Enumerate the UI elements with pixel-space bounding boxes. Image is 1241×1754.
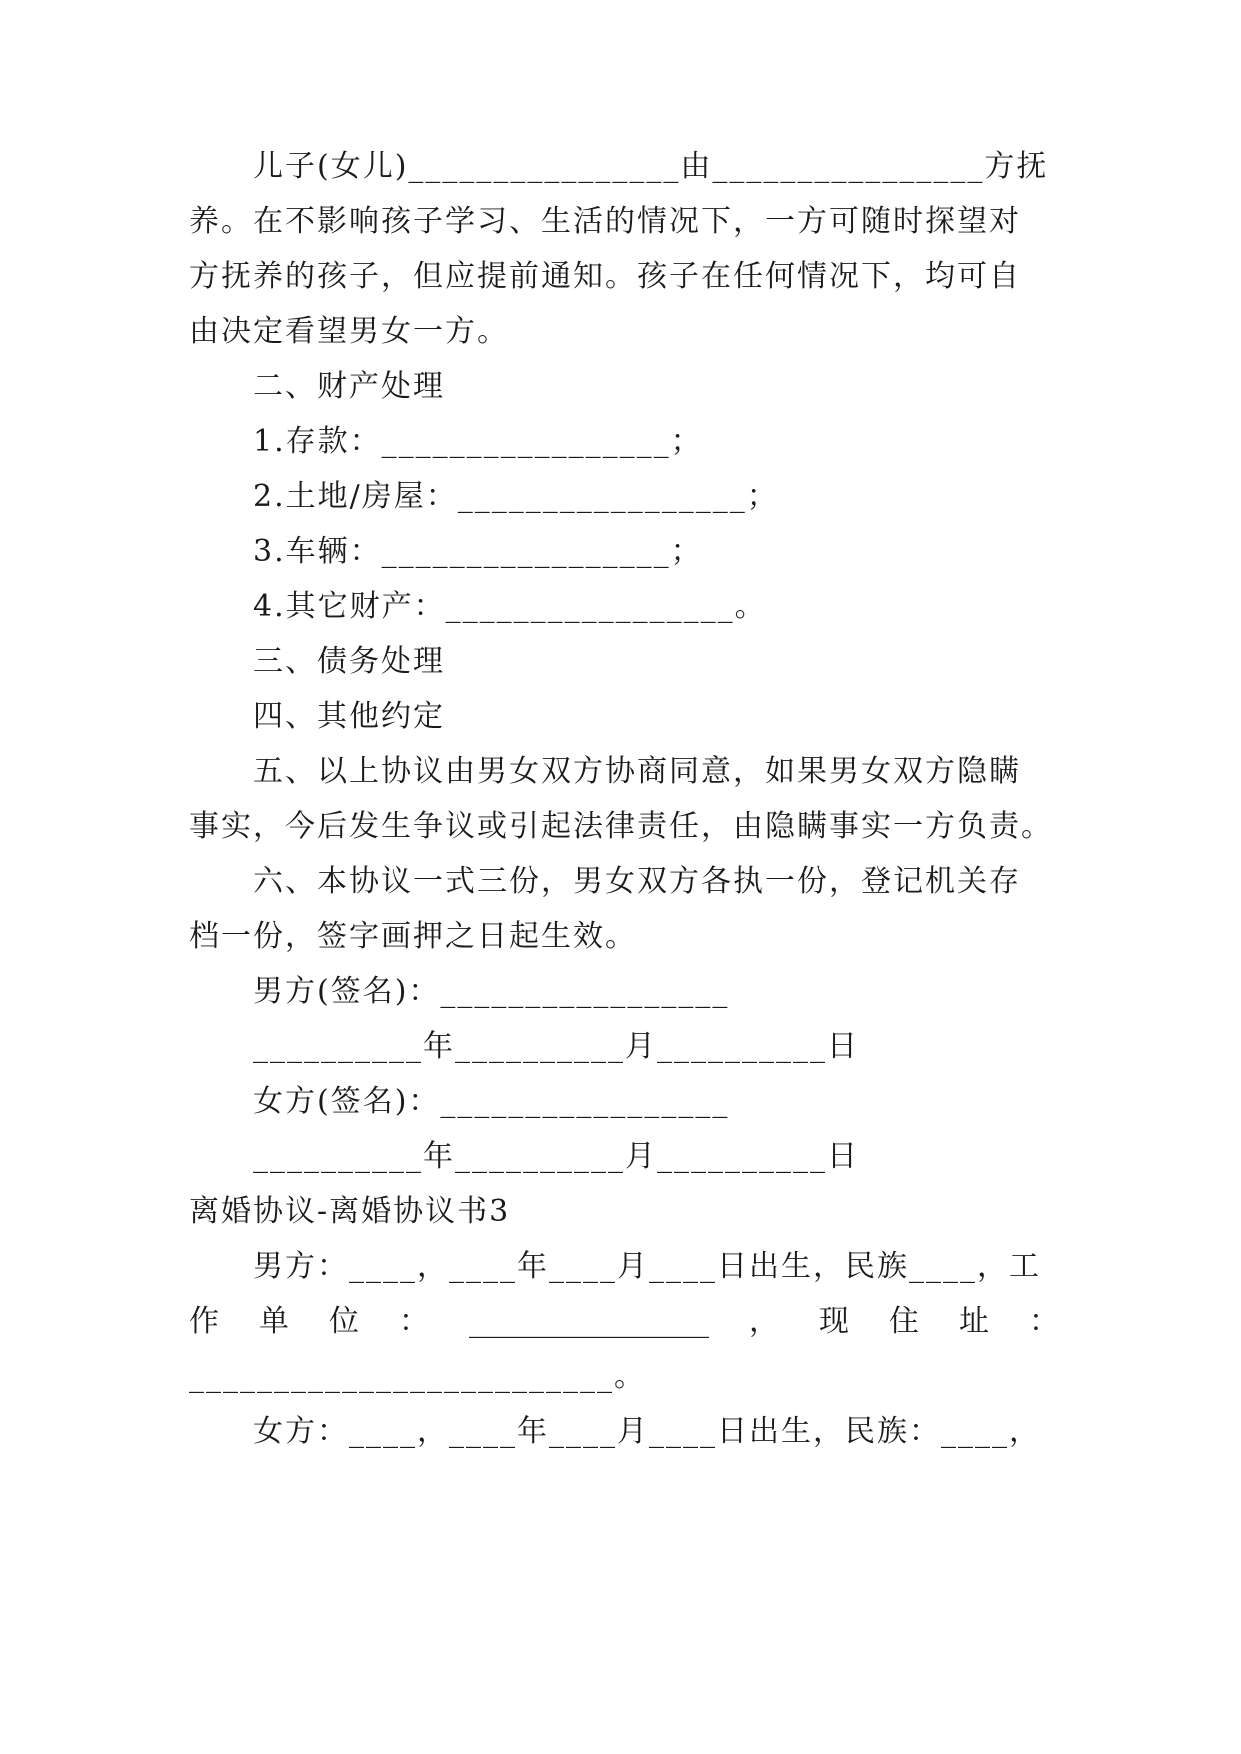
date-line: __________年__________月__________日 [253, 1029, 859, 1064]
paragraph-line: _________________________。 [189, 1359, 646, 1394]
paragraph-line: 事实，今后发生争议或引起法律责任，由隐瞒事实一方负责。 [189, 809, 1053, 844]
signature-line-female: 女方(签名)：_________________ [253, 1084, 730, 1119]
paragraph-line: 五、以上协议由男女双方协商同意，如果男女双方隐瞒 [253, 754, 1021, 789]
section-heading: 三、债务处理 [253, 644, 445, 679]
document-title: 离婚协议-离婚协议书3 [189, 1194, 511, 1229]
paragraph-line: 养。在不影响孩子学习、生活的情况下，一方可随时探望对 [189, 204, 1021, 239]
list-item: 4.其它财产：_________________。 [253, 589, 767, 624]
paragraph-line: 儿子(女儿)________________由________________方抚 [253, 149, 1049, 184]
justified-token: 现 [819, 1304, 849, 1339]
justified-token: 位 [329, 1304, 359, 1339]
paragraph-line: 六、本协议一式三份，男女双方各执一份，登记机关存 [253, 864, 1021, 899]
justified-token: 作 [189, 1304, 219, 1339]
justified-token: ， [749, 1304, 779, 1339]
justified-token: 址 [959, 1304, 989, 1339]
justified-token: ________________ [469, 1304, 709, 1339]
paragraph-line: 由决定看望男女一方。 [189, 314, 509, 349]
section-heading: 四、其他约定 [253, 699, 445, 734]
justified-token: 单 [259, 1304, 289, 1339]
paragraph-line: 男方：____，____年____月____日出生，民族____，工 [253, 1249, 1041, 1284]
list-item: 2.土地/房屋：_________________； [253, 479, 779, 514]
justified-token: ： [1029, 1304, 1059, 1339]
list-item: 3.车辆：_________________； [253, 534, 703, 569]
list-item: 1.存款：_________________； [253, 424, 703, 459]
section-heading: 二、财产处理 [253, 369, 445, 404]
justified-line [189, 1302, 1059, 1342]
date-line: __________年__________月__________日 [253, 1139, 859, 1174]
paragraph-line: 档一份，签字画押之日起生效。 [189, 919, 637, 954]
paragraph-line: 方抚养的孩子，但应提前通知。孩子在任何情况下，均可自 [189, 259, 1021, 294]
paragraph-line: 女方：____，____年____月____日出生，民族：____， [253, 1414, 1041, 1449]
justified-token: ： [399, 1304, 429, 1339]
signature-line-male: 男方(签名)：_________________ [253, 974, 730, 1009]
justified-token: 住 [889, 1304, 919, 1339]
